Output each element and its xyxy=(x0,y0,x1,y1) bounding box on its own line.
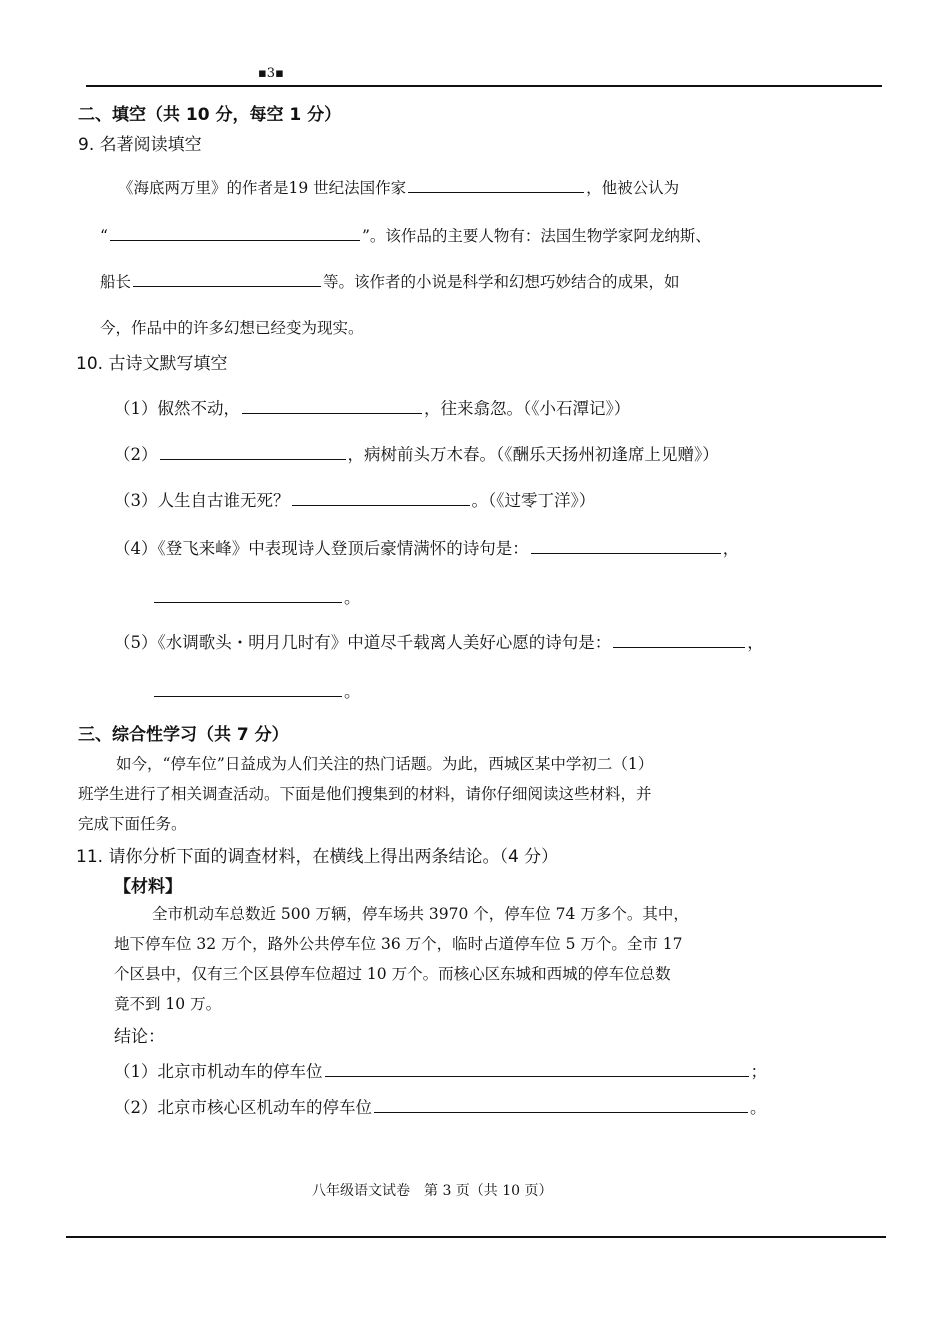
q9-text: 船长 xyxy=(100,273,132,291)
q10-text: 。 xyxy=(344,682,361,701)
q10-item-4 xyxy=(114,535,739,559)
q10-text: （5）《水调歌头・明月几时有》中道尽千载离人美好心愿的诗句是： xyxy=(114,633,612,652)
q10-item-4-cont xyxy=(152,584,361,608)
answer-blank[interactable] xyxy=(613,646,745,648)
material-line: 地下停车位 32 万个，路外公共停车位 36 万个，临时占道停车位 5 万个。全市 17 xyxy=(114,935,683,953)
q10-text: ，往来翕忽。（《小石潭记》） xyxy=(424,399,631,418)
q9-text: ，他被公认为 xyxy=(586,179,680,197)
q10-text: （1）俶然不动， xyxy=(114,399,240,418)
footer-rule xyxy=(66,1236,886,1238)
conclusion-label: 结论： xyxy=(114,1027,165,1047)
answer-blank[interactable] xyxy=(325,1075,749,1077)
conclusion-2 xyxy=(114,1094,767,1118)
material-line: 个区县中，仅有三个区县停车位超过 10 万个。而核心区东城和西城的停车位总数 xyxy=(114,965,671,983)
intro-line: 班学生进行了相关调查活动。下面是他们搜集到的材料，请你仔细阅读这些材料，并 xyxy=(78,785,652,803)
conclusion-text: 。 xyxy=(750,1098,767,1117)
q10-text: 。 xyxy=(344,588,361,607)
conclusion-1 xyxy=(114,1058,767,1082)
question-label: 10. 古诗文默写填空 xyxy=(76,354,228,374)
q10-text: ，病树前头万木春。（《酬乐天扬州初逢席上见赠》） xyxy=(347,445,719,464)
conclusion-text: （1）北京市机动车的停车位 xyxy=(114,1062,323,1081)
section-title: 二、填空（共 10 分，每空 1 分） xyxy=(78,105,342,125)
answer-blank[interactable] xyxy=(531,552,721,554)
material-line: 全市机动车总数近 500 万辆，停车场共 3970 个，停车位 74 万多个。其中， xyxy=(152,905,689,923)
q10-text: （4）《登飞来峰》中表现诗人登顶后豪情满怀的诗句是： xyxy=(114,539,529,558)
q10-item-3 xyxy=(114,487,595,511)
q10-text: （2） xyxy=(114,445,158,464)
conclusion-text: （2）北京市核心区机动车的停车位 xyxy=(114,1098,372,1117)
answer-blank[interactable] xyxy=(292,504,470,506)
q10-item-5-cont xyxy=(152,678,361,702)
answer-blank[interactable] xyxy=(242,412,422,414)
section-title: 三、综合性学习（共 7 分） xyxy=(78,725,289,745)
intro-line: 如今，“停车位”日益成为人们关注的热门话题。为此，西城区某中学初二（1） xyxy=(116,755,654,773)
page-marker: ▪3▪ xyxy=(258,66,284,81)
q9-line-4: 今，作品中的许多幻想已经变为现实。 xyxy=(100,319,364,337)
q9-text: ”。该作品的主要人物有：法国生物学家阿龙纳斯、 xyxy=(361,227,711,245)
q9-line-2 xyxy=(100,224,711,246)
question-label: 11. 请你分析下面的调查材料，在横线上得出两条结论。（4 分） xyxy=(76,847,559,867)
q10-text: ， xyxy=(747,633,764,652)
q9-line-3 xyxy=(100,270,680,292)
q10-item-2 xyxy=(114,441,719,465)
q10-text: （3）人生自古谁无死？ xyxy=(114,491,290,510)
intro-line: 完成下面任务。 xyxy=(78,815,187,833)
answer-blank[interactable] xyxy=(154,695,342,697)
answer-blank[interactable] xyxy=(154,601,342,603)
q9-text: 等。该作者的小说是科学和幻想巧妙结合的成果，如 xyxy=(323,273,680,291)
header-rule xyxy=(86,85,882,87)
q10-item-5 xyxy=(114,629,764,653)
material-tag: 【材料】 xyxy=(114,877,182,897)
answer-blank[interactable] xyxy=(133,285,321,287)
conclusion-text: ； xyxy=(750,1062,767,1081)
q10-text: ， xyxy=(722,539,740,558)
q10-item-1 xyxy=(114,395,630,419)
page-footer: 八年级语文试卷 第 3 页（共 10 页） xyxy=(312,1183,553,1199)
q9-text: 《海底两万里》的作者是19 世纪法国作家 xyxy=(118,179,407,197)
answer-blank[interactable] xyxy=(408,191,584,193)
q9-text: “ xyxy=(100,227,108,245)
question-label: 9. 名著阅读填空 xyxy=(78,135,202,155)
answer-blank[interactable] xyxy=(160,458,346,460)
answer-blank[interactable] xyxy=(374,1111,748,1113)
q10-text: 。（《过零丁洋》） xyxy=(471,491,596,510)
q9-line-1 xyxy=(118,176,679,198)
answer-blank[interactable] xyxy=(110,239,360,241)
material-line: 竟不到 10 万。 xyxy=(114,995,222,1013)
